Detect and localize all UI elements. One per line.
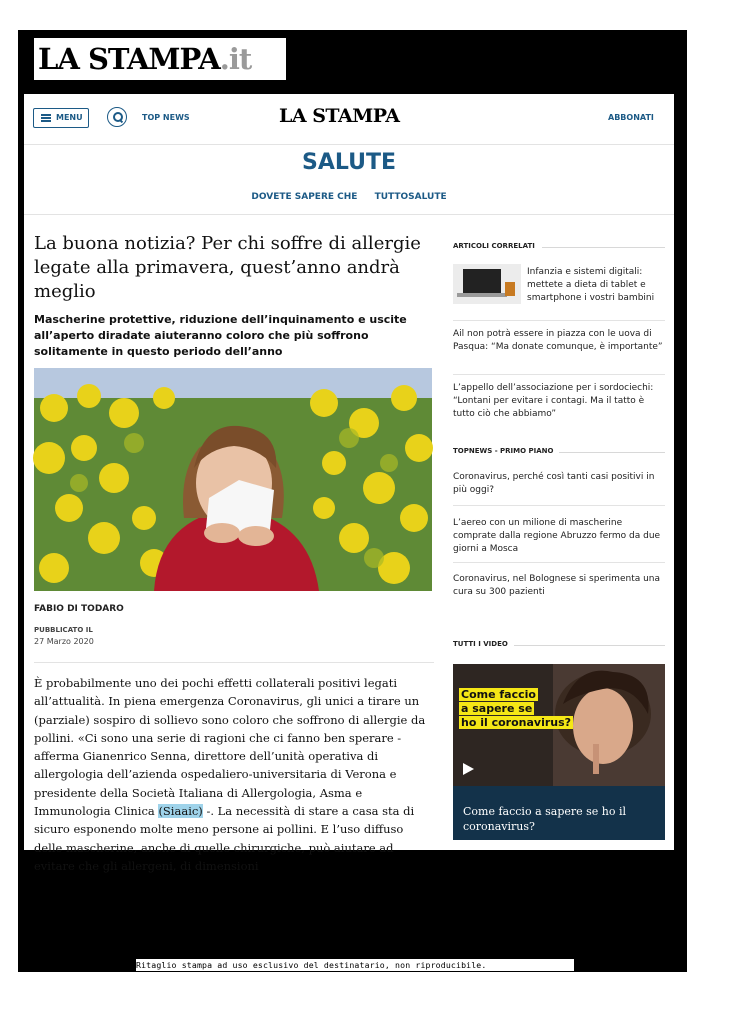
body-highlight: (Siaaic) bbox=[158, 804, 203, 819]
published-label: PUBBLICATO IL bbox=[34, 626, 93, 634]
video-heading: TUTTI I VIDEO bbox=[453, 640, 508, 648]
video-card[interactable] bbox=[453, 664, 665, 840]
topnews-article[interactable]: L’aereo con un milione di mascherine comprate dalla regione Abruzzo fermo da due giorni a Mosca bbox=[453, 518, 661, 554]
video-caption[interactable]: Come faccio a sapere se ho il coronavirus? bbox=[463, 805, 627, 833]
hamburger-icon bbox=[41, 114, 51, 122]
topnews-link[interactable]: TOP NEWS bbox=[142, 113, 190, 122]
print-logo bbox=[34, 38, 286, 80]
related-heading: ARTICOLI CORRELATI bbox=[453, 242, 535, 250]
divider bbox=[453, 374, 665, 375]
print-logo-suffix: .it bbox=[219, 42, 252, 76]
topnews-heading: TOPNEWS - PRIMO PIANO bbox=[453, 447, 554, 455]
site-header bbox=[24, 94, 674, 145]
divider bbox=[24, 214, 674, 215]
related-article[interactable]: L’appello dell’associazione per i sordociechi: “Lontani per evitare i contagi. Ma il tatto è tutto ciò che abbiamo” bbox=[453, 383, 654, 419]
video-overlay-line: Come faccio bbox=[461, 688, 536, 701]
subnav-item[interactable]: DOVETE SAPERE CHE bbox=[251, 192, 358, 202]
topnews-article[interactable]: Coronavirus, nel Bolognese si sperimenta una cura su 300 pazienti bbox=[453, 574, 661, 597]
article-author[interactable]: FABIO DI TODARO bbox=[34, 604, 124, 614]
photo-illustration bbox=[34, 368, 432, 591]
body-text-cont: -. La necessità di stare a casa sta di sicuro esponendo molte meno persone ai pollini. E l’uso diffuso delle mascherine, anche di quelle chirurgiche, può aiutare ad evitare che gli allergeni, di dimensioni bbox=[34, 804, 415, 873]
topnews-article[interactable]: Coronavirus, perché così tanti casi positivi in più oggi? bbox=[453, 472, 655, 495]
print-logo-brand: LA STAMPA bbox=[38, 42, 220, 76]
related-article[interactable]: Infanzia e sistemi digitali: mettete a dieta di tablet e smartphone i vostri bambini bbox=[527, 267, 655, 303]
published-date: 27 Marzo 2020 bbox=[34, 637, 94, 646]
play-icon[interactable] bbox=[461, 762, 475, 776]
section-title[interactable]: SALUTE bbox=[301, 150, 396, 175]
subscribe-link[interactable]: ABBONATI bbox=[608, 113, 654, 122]
subnav-item[interactable]: TUTTOSALUTE bbox=[374, 192, 447, 202]
search-button[interactable] bbox=[107, 107, 127, 127]
divider bbox=[514, 645, 665, 646]
article-body bbox=[34, 674, 434, 875]
article-headline: La buona notizia? Per chi soffre di allergie legate alla primavera, quest’anno andrà meglio bbox=[34, 233, 421, 302]
web-page bbox=[24, 94, 674, 873]
section-subnav bbox=[24, 192, 674, 202]
laptop-thumb-illustration bbox=[453, 264, 521, 304]
divider bbox=[559, 452, 665, 453]
divider bbox=[453, 505, 665, 506]
body-text: È probabilmente uno dei pochi effetti collaterali positivi legati all’attualità. In piena emergenza Coronavirus, gli unici a tirare un (parziale) sospiro di sollievo sono coloro che soffrono di allergie da pollini. «Ci sono una serie di ragioni che ci fanno ben sperare - afferma Gianenrico Senna, direttore dell’unità operativa di allergologia dell’azienda ospedaliero-universitaria di Verona e presidente della Società Italiana di Allergologia, Asma e Immunologia Clinica bbox=[34, 676, 426, 819]
article-photo bbox=[34, 368, 432, 591]
menu-button[interactable] bbox=[33, 108, 89, 128]
menu-label: MENU bbox=[56, 113, 83, 122]
divider bbox=[542, 247, 665, 248]
article-dek: Mascherine protettive, riduzione dell’inquinamento e uscite all’aperto diradate aiuteranno coloro che più soffrono solitamente in questo periodo dell’anno bbox=[34, 313, 407, 358]
divider bbox=[453, 562, 665, 563]
divider bbox=[34, 662, 434, 663]
related-thumbnail[interactable] bbox=[453, 264, 521, 304]
divider bbox=[453, 320, 665, 321]
related-article[interactable]: Ail non potrà essere in piazza con le uova di Pasqua: “Ma donate comunque, è importante” bbox=[453, 329, 663, 352]
video-overlay-line: a sapere se bbox=[461, 702, 533, 715]
clipping-notice: Ritaglio stampa ad uso esclusivo del destinatario, non riproducibile. bbox=[136, 959, 574, 971]
video-overlay-line: ho il coronavirus? bbox=[461, 716, 572, 729]
masthead-logo[interactable]: LA STAMPA bbox=[279, 105, 400, 127]
